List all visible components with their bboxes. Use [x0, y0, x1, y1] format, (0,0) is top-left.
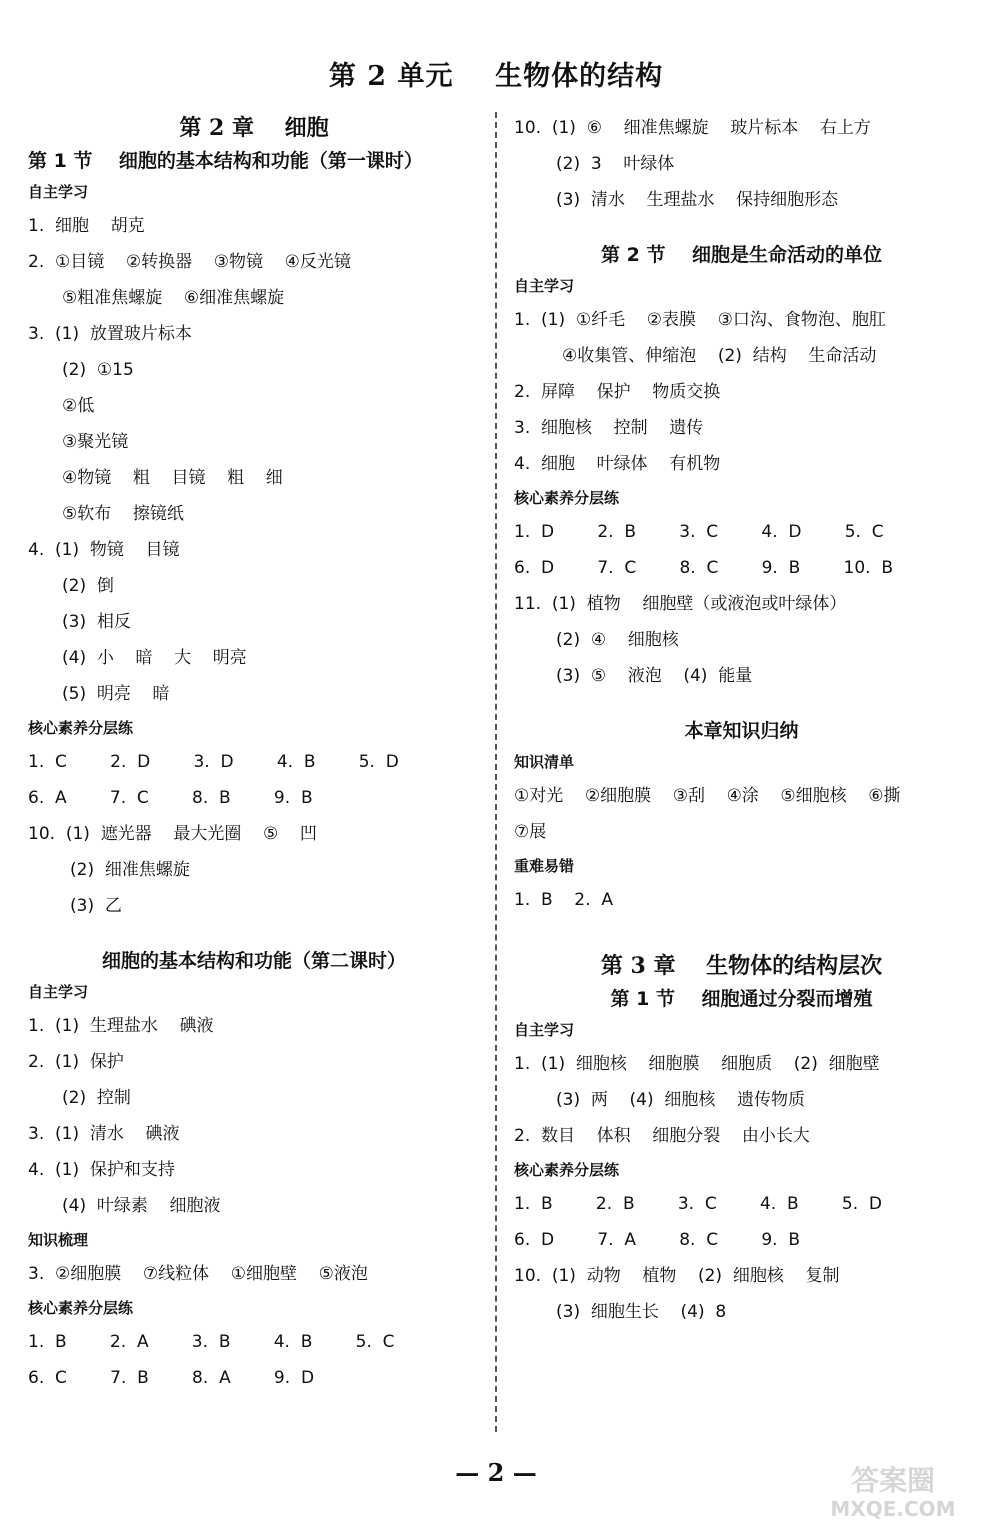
- label-core-practice: 核心素养分层练: [514, 489, 620, 507]
- answer-line: ⑤粗准焦螺旋 ⑥细准焦螺旋: [62, 288, 285, 308]
- label-self-study: 自主学习: [28, 983, 89, 1001]
- label-knowledge-list: 知识清单: [514, 753, 575, 771]
- answer-line: 1. (1) ①纤毛 ②表膜 ③口沟、食物泡、胞肛: [514, 310, 886, 330]
- summary-title: 本章知识归纳: [684, 720, 799, 742]
- answer-line: (4) 小 暗 大 明亮: [62, 648, 247, 668]
- answer-line: (3) 清水 生理盐水 保持细胞形态: [556, 190, 839, 210]
- column-divider: [495, 112, 497, 1432]
- chapter-title: 第 3 章 生物体的结构层次: [600, 953, 883, 979]
- label-core-practice: 核心素养分层练: [28, 719, 134, 737]
- section-title: 细胞的基本结构和功能（第二课时）: [101, 950, 406, 972]
- chapter-title: 第 2 章 细胞: [179, 115, 329, 141]
- answer-line: 10. (1) ⑥ 细准焦螺旋 玻片标本 右上方: [514, 118, 871, 138]
- section-title: 第 2 节 细胞是生命活动的单位: [601, 244, 882, 266]
- section-title: 第 1 节 细胞的基本结构和功能（第一课时）: [28, 150, 423, 172]
- answer-line: 1. C 2. D 3. D 4. B 5. D: [28, 752, 399, 772]
- spacer: [514, 218, 969, 240]
- answer-line: (5) 明亮 暗: [62, 684, 170, 704]
- answer-line: (2) ①15: [62, 360, 134, 380]
- answer-line: ④收集管、伸缩泡 (2) 结构 生命活动: [562, 346, 877, 366]
- answer-line: 6. C 7. B 8. A 9. D: [28, 1368, 315, 1388]
- right-column: [514, 110, 969, 1330]
- answer-line: 3. ②细胞膜 ⑦线粒体 ①细胞壁 ⑤液泡: [28, 1264, 368, 1284]
- watermark-logo: [811, 1456, 976, 1522]
- answer-line: 6. D 7. A 8. C 9. B: [514, 1230, 801, 1250]
- answer-line: 1. (1) 生理盐水 碘液: [28, 1016, 214, 1036]
- answer-line: (3) 乙: [70, 896, 122, 916]
- answer-line: 3. 细胞核 控制 遗传: [514, 418, 704, 438]
- answer-line: ④物镜 粗 目镜 粗 细: [62, 468, 283, 488]
- answer-line: 1. B 2. A 3. B 4. B 5. C: [28, 1332, 395, 1352]
- answer-line: (2) 控制: [62, 1088, 131, 1108]
- label-knowledge-review: 知识梳理: [28, 1231, 89, 1249]
- answer-line: 1. 细胞 胡克: [28, 216, 145, 236]
- answer-line: 4. (1) 物镜 目镜: [28, 540, 180, 560]
- left-column: [28, 110, 480, 1396]
- answer-line: 3. (1) 放置玻片标本: [28, 324, 192, 344]
- label-key-difficult: 重难易错: [514, 857, 575, 875]
- answer-line: ③聚光镜: [62, 432, 129, 452]
- section-title: 第 1 节 细胞通过分裂而增殖: [610, 988, 873, 1010]
- answer-line: 6. D 7. C 8. C 9. B 10. B: [514, 558, 894, 578]
- answer-line: 4. (1) 保护和支持: [28, 1160, 175, 1180]
- answer-line: 2. 数目 体积 细胞分裂 由小长大: [514, 1126, 810, 1146]
- label-core-practice: 核心素养分层练: [28, 1299, 134, 1317]
- label-self-study: 自主学习: [28, 183, 89, 201]
- answer-line: 2. (1) 保护: [28, 1052, 124, 1072]
- answer-line: (3) 两 (4) 细胞核 遗传物质: [556, 1090, 806, 1110]
- watermark-url: MXQE.COM: [830, 1497, 956, 1521]
- spacer: [514, 940, 969, 948]
- unit-title: 第 2 单元 生物体的结构: [328, 61, 664, 92]
- answer-line: 1. (1) 细胞核 细胞膜 细胞质 (2) 细胞壁: [514, 1054, 880, 1074]
- label-core-practice: 核心素养分层练: [514, 1161, 620, 1179]
- answer-line: (4) 叶绿素 细胞液: [62, 1196, 221, 1216]
- answer-line: (2) 3 叶绿体: [556, 154, 675, 174]
- answer-line: ⑦展: [514, 822, 547, 842]
- answer-line: ⑤软布 擦镜纸: [62, 504, 184, 524]
- answer-line: (3) 细胞生长 (4) 8: [556, 1302, 727, 1322]
- answer-line: ①对光 ②细胞膜 ③刮 ④涂 ⑤细胞核 ⑥撕: [514, 786, 901, 806]
- answer-line: (2) 倒: [62, 576, 114, 596]
- spacer: [514, 694, 969, 716]
- answer-line: 10. (1) 遮光器 最大光圈 ⑤ 凹: [28, 824, 317, 844]
- answer-line: 10. (1) 动物 植物 (2) 细胞核 复制: [514, 1266, 840, 1286]
- spacer: [514, 918, 969, 940]
- answer-line: (3) 相反: [62, 612, 131, 632]
- answer-line: 3. (1) 清水 碘液: [28, 1124, 180, 1144]
- label-self-study: 自主学习: [514, 1021, 575, 1039]
- answer-line: ②低: [62, 396, 95, 416]
- answer-line: 4. 细胞 叶绿体 有机物: [514, 454, 721, 474]
- answer-line: 11. (1) 植物 细胞壁（或液泡或叶绿体）: [514, 594, 847, 614]
- answer-line: 2. ①目镜 ②转换器 ③物镜 ④反光镜: [28, 252, 351, 272]
- spacer: [28, 924, 480, 946]
- answer-line: (3) ⑤ 液泡 (4) 能量: [556, 666, 753, 686]
- answer-line: (2) ④ 细胞核: [556, 630, 679, 650]
- answer-line: (2) 细准焦螺旋: [70, 860, 190, 880]
- answer-line: 1. B 2. A: [514, 890, 613, 910]
- answer-line: 6. A 7. C 8. B 9. B: [28, 788, 313, 808]
- watermark-text: 答案圈: [850, 1464, 936, 1497]
- label-self-study: 自主学习: [514, 277, 575, 295]
- answer-line: 1. B 2. B 3. C 4. B 5. D: [514, 1194, 883, 1214]
- answer-line: 2. 屏障 保护 物质交换: [514, 382, 721, 402]
- answer-line: 1. D 2. B 3. C 4. D 5. C: [514, 522, 884, 542]
- page-number: — 2 —: [455, 1458, 537, 1487]
